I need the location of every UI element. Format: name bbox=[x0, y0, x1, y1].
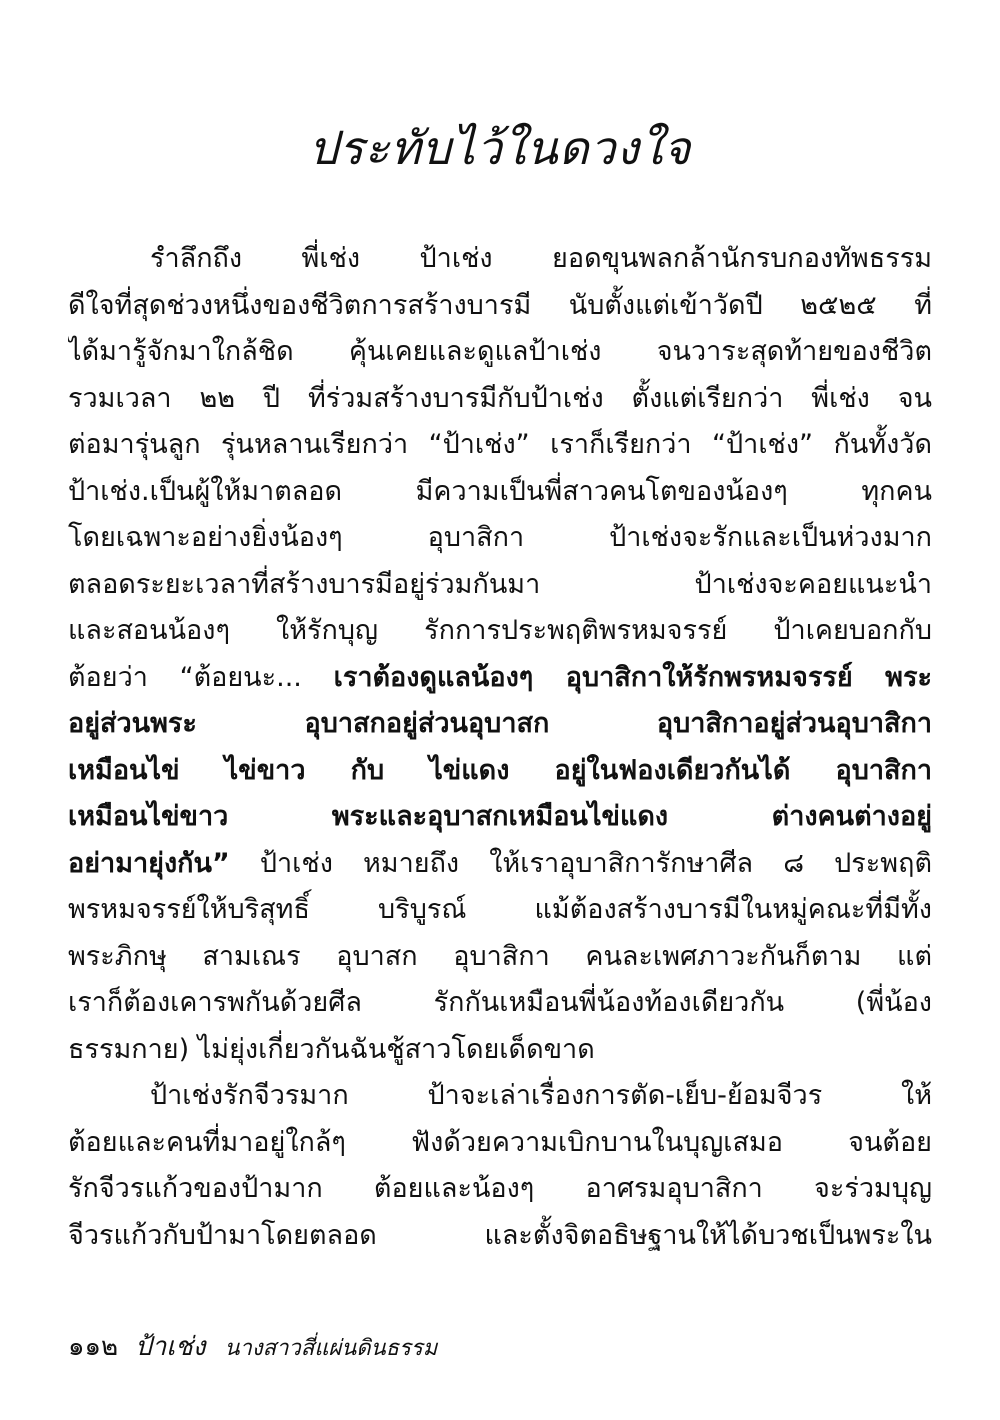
bold-quote: เหมือนไข่ ไข่ขาว กับ ไข่แดง อยู่ในฟองเดียวกันได้ อุบาสิกา bbox=[68, 754, 932, 786]
text-line: ตลอดระยะเวลาที่สร้างบารมีอยู่ร่วมกันมา ป้าเช่งจะคอยแนะนำ bbox=[68, 568, 932, 600]
text-line: ต่อมารุ่นลูก รุ่นหลานเรียกว่า “ป้าเช่ง” เราก็เรียกว่า “ป้าเช่ง” กันทั้งวัด bbox=[68, 429, 932, 460]
text-line: เราก็ต้องเคารพกันด้วยศีล รักกันเหมือนพี่น้องท้องเดียวกัน (พี่น้อง bbox=[68, 987, 932, 1018]
bold-quote: อยู่ส่วนพระ อุบาสกอยู่ส่วนอุบาสก อุบาสิกาอยู่ส่วนอุบาสิกา bbox=[68, 708, 932, 739]
text-line: ดีใจที่สุดช่วงหนึ่งของชีวิตการสร้างบารมี นับตั้งแต่เข้าวัดปี ๒๕๒๕ ที่ bbox=[68, 289, 932, 321]
page-number: ๑๑๒ bbox=[68, 1332, 119, 1362]
bold-quote: เหมือนไข่ขาว พระและอุบาสกเหมือนไข่แดง ต่างคนต่างอยู่ bbox=[68, 801, 932, 832]
body-text bbox=[68, 236, 932, 1259]
text-line: ธรรมกาย) ไม่ยุ่งเกี่ยวกันฉันชู้สาวโดยเด็ดขาด bbox=[68, 1033, 595, 1065]
text-line: รักจีวรแก้วของป้ามาก ต้อยและน้องๆ อาศรมอุบาสิกา จะร่วมบุญ bbox=[68, 1173, 932, 1204]
text-line: พรหมจรรย์ให้บริสุทธิ์ บริบูรณ์ แม้ต้องสร้างบารมีในหมู่คณะที่มีทั้ง bbox=[68, 894, 932, 925]
text-line: จีวรแก้วกับป้ามาโดยตลอด และตั้งจิตอธิษฐานให้ได้บวชเป็นพระใน bbox=[68, 1219, 932, 1251]
text-line: พระภิกษุ สามเณร อุบาสก อุบาสิกา คนละเพศภาวะกันก็ตาม แต่ bbox=[68, 940, 932, 972]
bold-quote: อย่ามายุ่งกัน” bbox=[68, 847, 230, 879]
footer-name: ป้าเช่ง bbox=[135, 1332, 206, 1362]
text-line: ต้อยว่า “ต้อยนะ... เราต้องดูแลน้องๆ อุบาสิกาให้รักพรหมจรรย์ พระ bbox=[68, 661, 932, 693]
text-line: อย่ามายุ่งกัน” ป้าเช่ง หมายถึง ให้เราอุบาสิการักษาศีล ๘ ประพฤติ bbox=[68, 847, 932, 879]
text-line bbox=[68, 794, 932, 841]
text-line bbox=[68, 748, 932, 795]
text-line: และสอนน้องๆ ให้รักบุญ รักการประพฤติพรหมจรรย์ ป้าเคยบอกกับ bbox=[68, 615, 932, 646]
text-line: โดยเฉพาะอย่างยิ่งน้องๆ อุบาสิกา ป้าเช่งจะรักและเป็นห่วงมาก bbox=[68, 522, 932, 553]
text-line: ต้อยและคนที่มาอยู่ใกล้ๆ ฟังด้วยความเบิกบานในบุญเสมอ จนต้อย bbox=[68, 1126, 932, 1158]
text-line: ป้าเช่ง.เป็นผู้ให้มาตลอด มีความเป็นพี่สาวคนโตของน้องๆ ทุกคน bbox=[68, 475, 932, 507]
page-footer bbox=[68, 1326, 437, 1367]
page-title: ประทับไว้ในดวงใจ bbox=[308, 121, 692, 175]
bold-quote: เราต้องดูแลน้องๆ อุบาสิกาให้รักพรหมจรรย์ พระ bbox=[333, 661, 932, 693]
text-line: รำลึกถึง พี่เช่ง ป้าเช่ง ยอดขุนพลกล้านักรบกองทัพธรรม bbox=[150, 243, 932, 274]
text-line: ป้าเช่งรักจีวรมาก ป้าจะเล่าเรื่องการตัด-เย็บ-ย้อมจีวร ให้ bbox=[150, 1080, 932, 1111]
text-line: รวมเวลา ๒๒ ปี ที่ร่วมสร้างบารมีกับป้าเช่ง ตั้งแต่เรียกว่า พี่เช่ง จน bbox=[68, 382, 932, 414]
footer-series: นางสาวสี่แผ่นดินธรรม bbox=[224, 1336, 438, 1361]
text-line bbox=[68, 701, 932, 748]
text-line: ได้มารู้จักมาใกล้ชิด คุ้นเคยและดูแลป้าเช่ง จนวาระสุดท้ายของชีวิต bbox=[68, 336, 932, 367]
